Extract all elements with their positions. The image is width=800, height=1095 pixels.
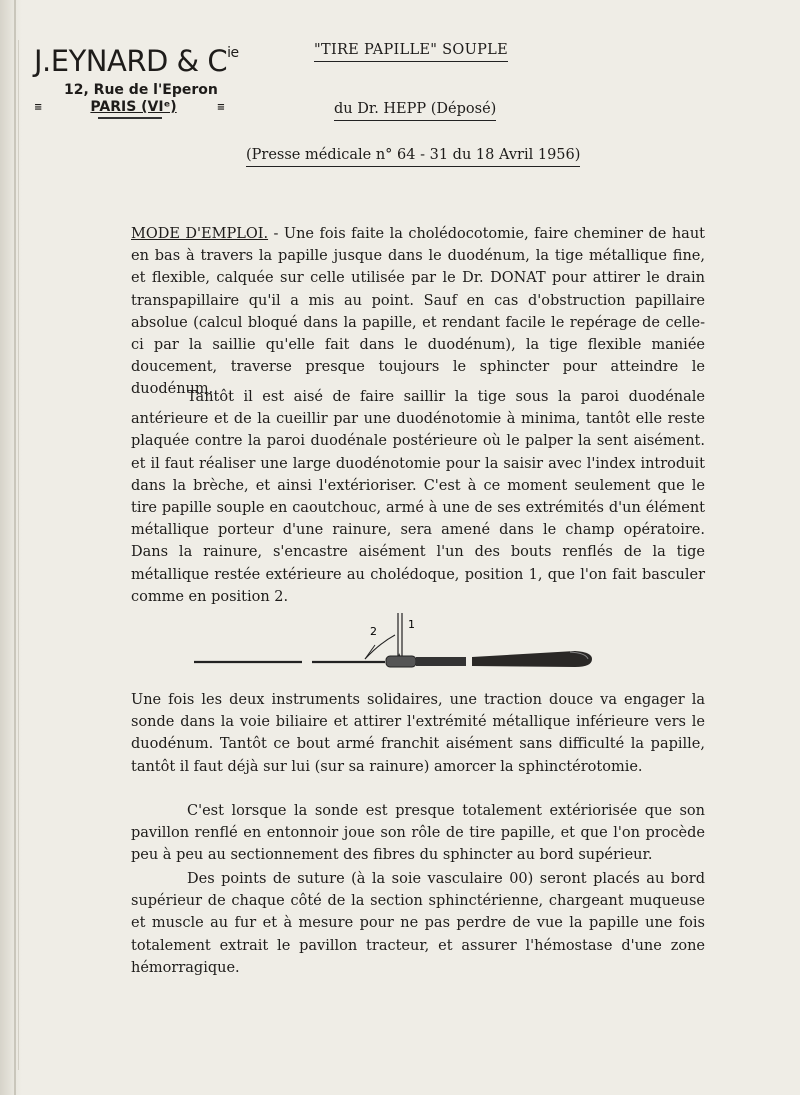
company-city-row [34, 99, 264, 115]
paragraph: Tantôt il est aisé de faire saillir la tige sous la paroi duodénale antérieure et de la cueillir par une duodénotomie à minima, tantôt elle reste plaquée contre la paroi duodénale postérieure où le palper la sent aisément. et il faut réaliser une large duodénotomie pour la saisir avec l'index introduit dans la brèche, et ainsi l'extérioriser. C'est à ce moment seulement que le tire papille souple en caoutchouc, armé à une de ses extrémités d'un élément métallique porteur d'une rainure, sera amené dans le champ opératoire. Dans la rainure, s'encastre aisément l'un des bouts renflés de la tige métallique restée extérieure au cholédoque, position 1, que l'on fait basculer comme en position 2. [131, 389, 705, 605]
document-author: du Dr. HEPP (Déposé) [334, 101, 496, 121]
company-city: PARIS (VIᵉ) [90, 99, 177, 115]
label-position-1: 1 [408, 618, 415, 631]
paragraph-text: - Une fois faite la cholédocotomie, faire cheminer de haut en bas à travers la papille jusque dans le duodénum, la tige métallique fine, et flexible, calquée sur celle utilisée par le Dr. DONAT pour attirer le drain transpapillaire qu'il a mis au point. Sauf en cas d'obstruction papillaire absolue (calcul bloqué dans la papille, et rendant facile le repérage de celle-ci par la saillie qu'elle fait dans le duodénum), la tige flexible maniée doucement, traverse presque toujours le sphincter pour atteindre le duodénum. [131, 226, 705, 398]
sound-body [416, 657, 466, 666]
page-binding-line [18, 40, 19, 1070]
label-position-2: 2 [370, 625, 377, 638]
position-2-arrow [365, 645, 375, 659]
decorative-mark-icon: ≡ [216, 101, 224, 113]
letterhead [34, 44, 264, 119]
tire-papille-instrument-illustration [190, 595, 600, 675]
paragraph: Des points de suture (à la soie vasculaire 00) seront placés au bord supérieur de chaque côté de la section sphinctérienne, chargeant muqueuse et muscle au fur et à mesure pour ne pas perdre de vue la papille une fois totalement extrait le pavillon tracteur, et assurer l'hémostase d'une zone hémorragique. [131, 871, 705, 976]
section-label: MODE D'EMPLOI. [131, 226, 269, 242]
letterhead-rule [98, 117, 162, 119]
document-title: "TIRE PAPILLE" SOUPLE [314, 42, 508, 62]
page-binding-line [14, 0, 16, 1095]
company-name-text: J.EYNARD & C [34, 44, 228, 78]
paragraph-mode-emploi [131, 223, 705, 401]
document-reference: (Presse médicale n° 64 - 31 du 18 Avril 1956) [246, 147, 580, 167]
position-2-rod [365, 635, 395, 659]
decorative-mark-icon: ≡ [34, 101, 41, 113]
grooved-element [386, 656, 416, 667]
paragraph: C'est lorsque la sonde est presque totalement extériorisée que son pavillon renflé en entonnoir joue son rôle de tire papille, et que l'on procède peu à peu au sectionnement des fibres du sphincter au bord supérieur. [131, 803, 705, 864]
company-street: 12, Rue de l'Eperon [64, 82, 218, 98]
company-name [34, 44, 264, 78]
paragraph: Une fois les deux instruments solidaires, une traction douce va engager la sonde dans la voie biliaire et attirer l'extrémité métallique inférieure vers le duodénum. Tantôt ce bout armé franchit aisément sans difficulté la papille, tantôt il faut déjà sur lui (sur sa rainure) amorcer la sphinctérotomie. [131, 692, 705, 775]
funnel-pavilion [472, 651, 592, 667]
company-name-suffix: ie [227, 45, 239, 61]
